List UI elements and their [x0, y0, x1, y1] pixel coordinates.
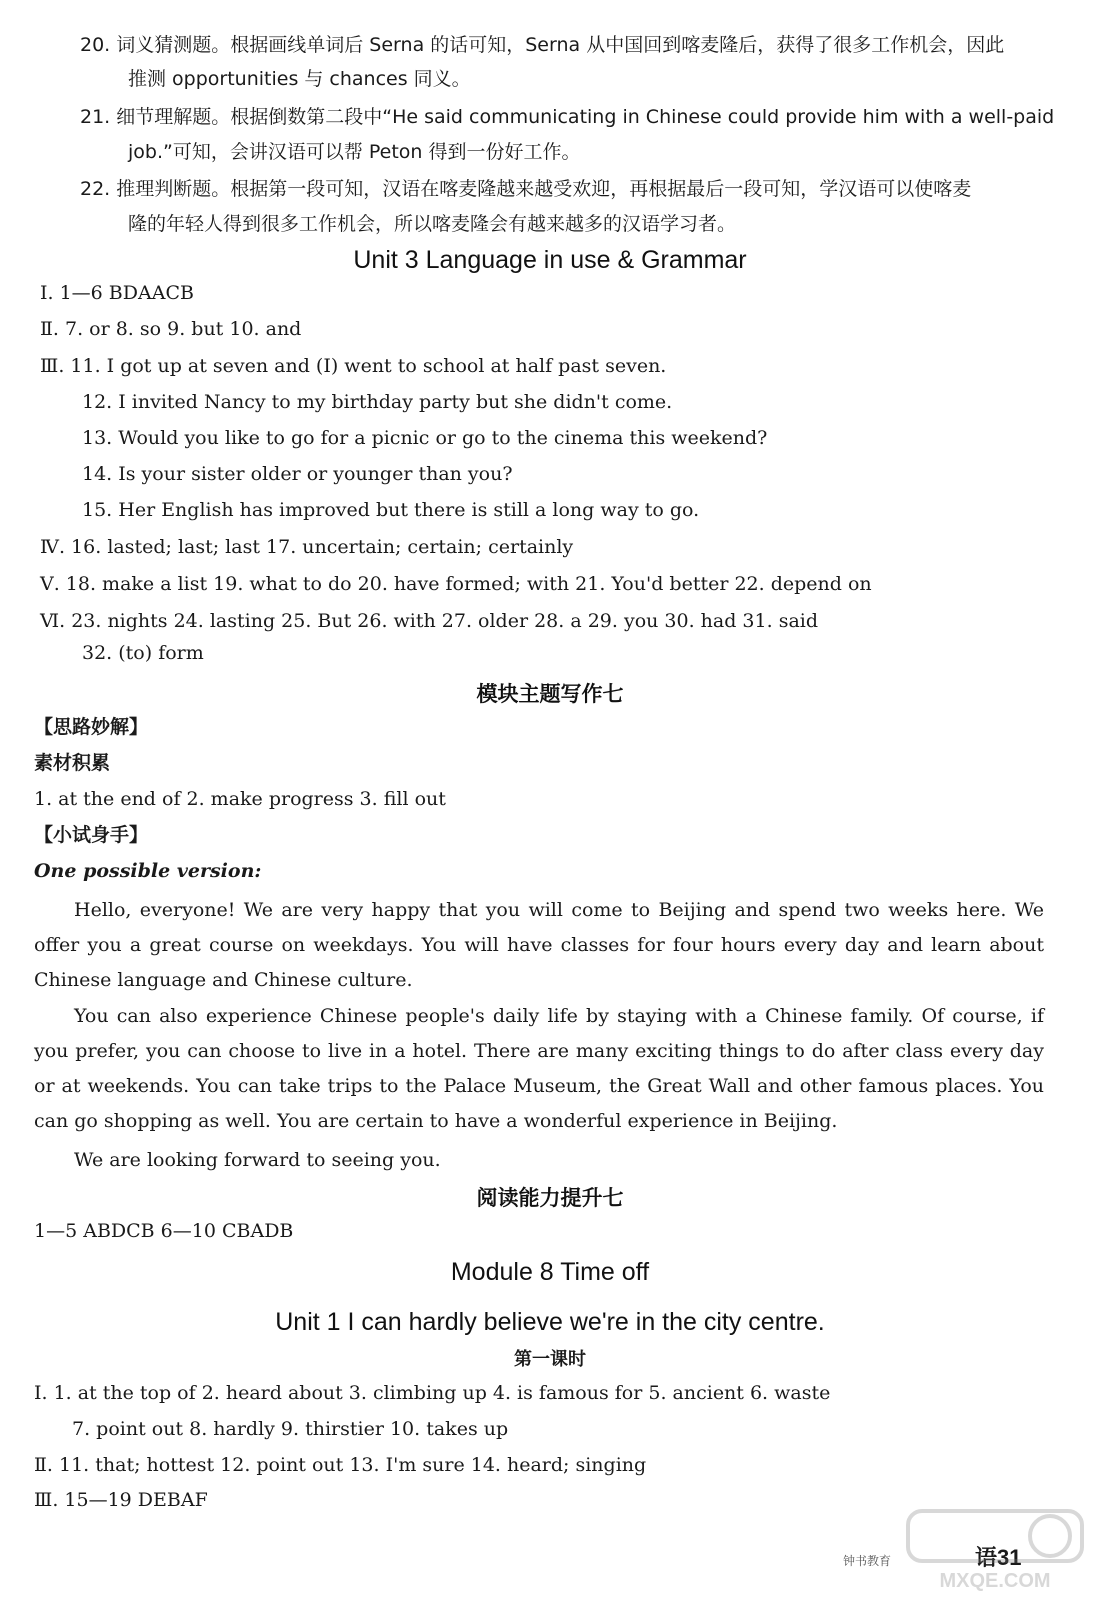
- note-20-line1: 20. 词义猜测题。根据画线单词后 Serna 的话可知，Serna 从中国回到喀麦隆后，获得了很多工作机会，因此: [80, 34, 1005, 56]
- essay-paragraph-1: Hello, everyone! We are very happy that you will come to Beijing and spend two weeks here. We offer you a great course on weekdays. You will have classes for four hours every day and learn about Chinese language and Chinese culture.: [34, 899, 1044, 991]
- reading-answers: 1—5 ABDCB 6—10 CBADB: [34, 1220, 294, 1242]
- unit3-heading: Unit 3 Language in use & Grammar: [353, 246, 747, 274]
- watermark-logo: [900, 1505, 1090, 1595]
- idea-tag: 【思路妙解】: [34, 716, 149, 738]
- note-22-line2: 隆的年轻人得到很多工作机会，所以喀麦隆会有越来越多的汉语学习者。: [128, 213, 737, 235]
- lesson-heading: 第一课时: [514, 1349, 586, 1370]
- unit3-line-7: 15. Her English has improved but there is still a long way to go.: [82, 499, 700, 521]
- unit3-line-4: 12. I invited Nancy to my birthday party but she didn't come.: [82, 391, 673, 413]
- unit3-line-1: Ⅰ. 1—6 BDAACB: [40, 282, 194, 304]
- module8-heading: Module 8 Time off: [450, 1258, 650, 1286]
- material-label: 素材积累: [34, 752, 111, 774]
- unit3-line-9: Ⅴ. 18. make a list 19. what to do 20. have formed; with 21. You'd better 22. depend on: [40, 573, 872, 595]
- note-20-line2: 推测 opportunities 与 chances 同义。: [128, 68, 471, 90]
- note-21-line2: job.”可知，会讲汉语可以帮 Peton 得到一份好工作。: [128, 141, 581, 163]
- unit3-line-8: Ⅳ. 16. lasted; last; last 17. uncertain; certain; certainly: [40, 536, 574, 558]
- note-21-line1: 21. 细节理解题。根据倒数第二段中“He said communicating in Chinese could provide him with a well-paid: [80, 106, 1055, 128]
- module8-line-1: Ⅰ. 1. at the top of 2. heard about 3. climbing up 4. is famous for 5. ancient 6. waste: [34, 1382, 831, 1404]
- unit3-line-6: 14. Is your sister older or younger than you?: [82, 463, 513, 485]
- page-number: 语31: [975, 1545, 1022, 1570]
- essay-paragraph-2: You can also experience Chinese people's daily life by staying with a Chinese family. Of course, if you prefer, you can choose to live in a hotel. There are many exciting things to do after class every day or at weekends. You can take trips to the Palace Museum, the Great Wall and other famous places. You can go shopping as well. You are certain to have a wonderful experience in Beijing.: [34, 1005, 1044, 1132]
- footer-label: 钟书教育: [843, 1554, 892, 1568]
- module8-unit-heading: Unit 1 I can hardly believe we're in the city centre.: [275, 1308, 825, 1336]
- module8-line-3: Ⅱ. 11. that; hottest 12. point out 13. I'm sure 14. heard; singing: [34, 1454, 647, 1476]
- reading-heading: 阅读能力提升七: [476, 1186, 624, 1210]
- module8-line-4: Ⅲ. 15—19 DEBAF: [34, 1489, 208, 1511]
- try-tag: 【小试身手】: [34, 824, 149, 846]
- unit3-line-5: 13. Would you like to go for a picnic or go to the cinema this weekend?: [82, 427, 768, 449]
- unit3-line-11: 32. (to) form: [82, 642, 204, 664]
- module8-line-2: 7. point out 8. hardly 9. thirstier 10. takes up: [72, 1418, 509, 1440]
- material-line: 1. at the end of 2. make progress 3. fill out: [34, 788, 446, 810]
- watermark-text: MXQE.COM: [939, 1570, 1051, 1592]
- unit3-line-10: Ⅵ. 23. nights 24. lasting 25. But 26. with 27. older 28. a 29. you 30. had 31. said: [40, 610, 819, 632]
- unit3-line-2: Ⅱ. 7. or 8. so 9. but 10. and: [40, 318, 302, 340]
- essay-paragraph-3: We are looking forward to seeing you.: [74, 1149, 441, 1171]
- version-label: One possible version:: [34, 860, 262, 882]
- note-22-line1: 22. 推理判断题。根据第一段可知，汉语在喀麦隆越来越受欢迎，再根据最后一段可知，学汉语可以使喀麦: [80, 178, 972, 200]
- writing-heading: 模块主题写作七: [476, 682, 624, 706]
- unit3-line-3: Ⅲ. 11. I got up at seven and (I) went to school at half past seven.: [40, 355, 667, 377]
